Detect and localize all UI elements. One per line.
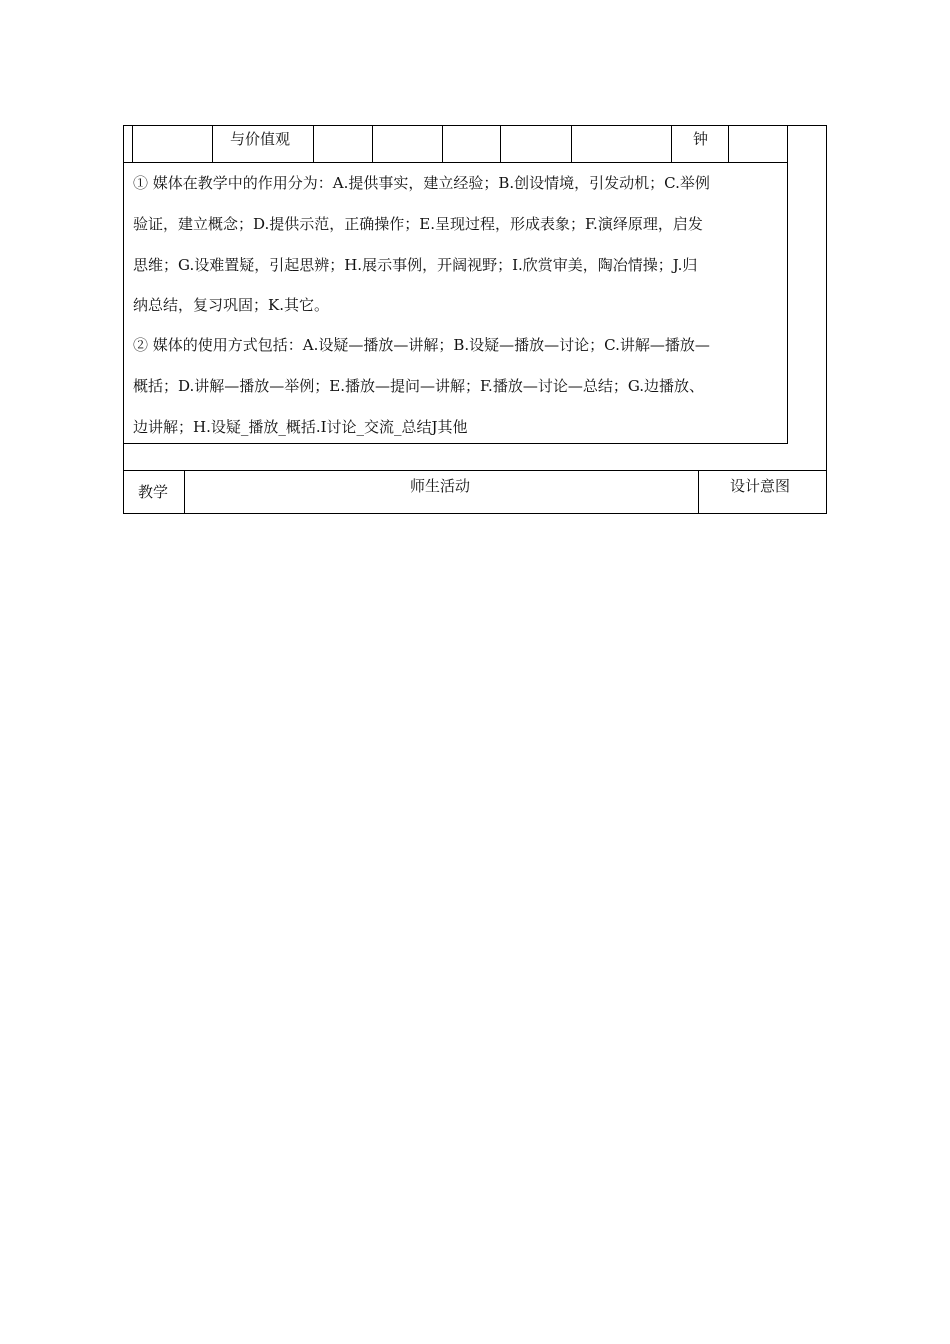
outer-border-left: [123, 125, 124, 514]
media-usage-line-3: 边讲解；H.设疑_播放_概括.I讨论_交流_总结J其他: [133, 418, 468, 436]
header-design-intent-cell: 设计意图: [730, 477, 791, 495]
top-row-sep-1: [212, 125, 213, 163]
top-row-sep-4: [442, 125, 443, 163]
media-usage-line-1: ② 媒体的使用方式包括：A.设疑—播放—讲解；B.设疑—播放—讨论；C.讲解—播放—: [133, 336, 710, 354]
media-role-line-1: ① 媒体在教学中的作用分为：A.提供事实，建立经验；B.创设情境，引发动机；C.举例: [133, 174, 710, 192]
media-notes-block: [133, 163, 785, 448]
media-role-line-3: 思维；G.设难置疑，引起思辨；H.展示事例，开阔视野；I.欣赏审美，陶冶情操；J.归: [133, 256, 698, 274]
values-label-cell: 与价值观: [230, 130, 291, 148]
top-row-sep-6: [571, 125, 572, 163]
media-role-line-2: 验证，建立概念；D.提供示范，正确操作；E.呈现过程，形成表象；F.演绎原理，启发: [133, 215, 703, 233]
top-row-sep-5: [500, 125, 501, 163]
inner-border-right: [787, 125, 788, 444]
inner-border-left: [132, 125, 133, 163]
outer-border-right: [826, 125, 827, 514]
top-row-sep-7: [671, 125, 672, 163]
top-row-sep-3: [372, 125, 373, 163]
header-activity-cell: 师生活动: [410, 477, 471, 495]
media-role-line-4: 纳总结，复习巩固；K.其它。: [133, 296, 329, 314]
header-row-sep-1: [184, 470, 185, 514]
top-row-sep-8: [728, 125, 729, 163]
header-teaching-cell: 教学: [138, 483, 169, 501]
minutes-label-cell: 钟: [693, 130, 709, 148]
top-row-sep-2: [313, 125, 314, 163]
outer-border-top: [123, 125, 827, 126]
outer-border-bottom: [123, 513, 827, 514]
media-usage-line-2: 概括；D.讲解—播放—举例；E.播放—提问—讲解；F.播放—讨论—总结；G.边播放、: [133, 377, 705, 395]
header-row-sep-2: [698, 470, 699, 514]
header-row-top-border: [123, 470, 827, 471]
